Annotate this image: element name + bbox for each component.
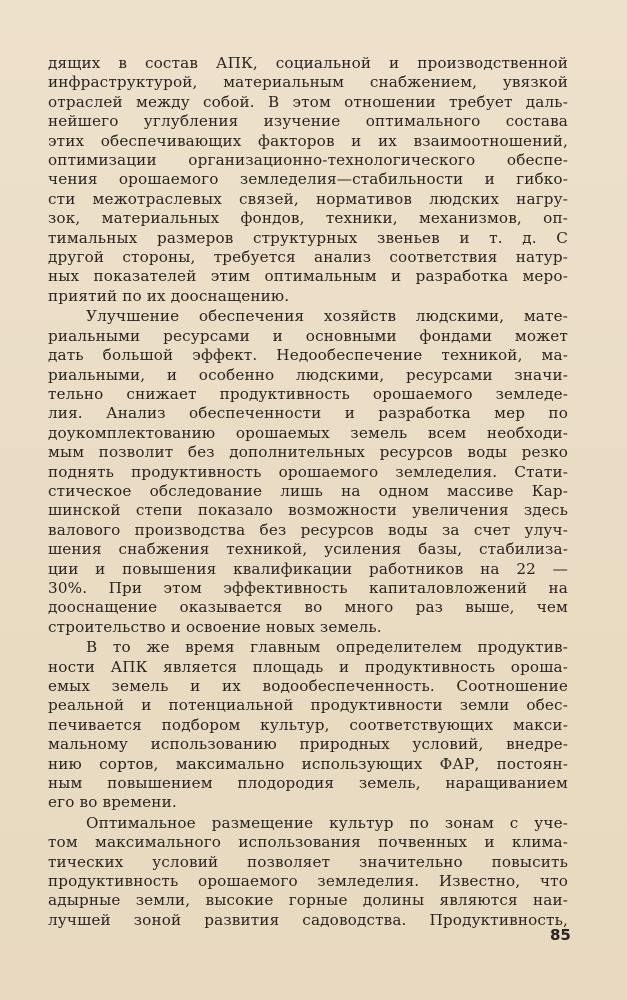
text-line: тимальных размеров структурных звеньев и т. д. С — [48, 228, 568, 247]
text-line: шения снабжения техникой, усиления базы, стабилиза- — [48, 540, 568, 559]
text-line: ности АПК является площадь и продуктивность ороша- — [48, 657, 568, 676]
paragraph-3 — [48, 638, 568, 813]
text-line: лия. Анализ обеспеченности и разработка мер по — [48, 404, 568, 423]
text-line: емых земель и их водообеспеченность. Соотношение — [48, 677, 568, 695]
text-line: адырные земли, высокие горные долины являются наи- — [48, 891, 568, 910]
paragraph-1 — [48, 54, 568, 306]
text-line: В то же время главным определителем продуктив- — [86, 638, 568, 657]
text-line: лучшей зоной развития садоводства. Продуктивность, — [48, 910, 568, 929]
text-line: дооснащение оказывается во много раз выше, чем — [48, 598, 568, 617]
text-line: стическое обследование лишь на одном массиве Кар- — [48, 481, 568, 500]
text-line: инфраструктурой, материальным снабжением, увязкой — [48, 73, 568, 92]
text-line: этих обеспечивающих факторов и их взаимоотношений, — [48, 131, 568, 150]
text-line: поднять продуктивность орошаемого земледелия. Стати- — [48, 462, 568, 481]
text-line: отраслей между собой. В этом отношении требует даль- — [48, 92, 568, 111]
paragraph-4 — [48, 814, 568, 930]
page-number: 85 — [550, 926, 571, 944]
text-line: 30%. При этом эффективность капиталовложений на — [48, 578, 568, 597]
text-line: доукомплектованию орошаемых земель всем необходи- — [48, 423, 568, 442]
text-line: реальной и потенциальной продуктивности земли обес- — [48, 696, 568, 715]
text-line: нейшего углубления изучение оптимального состава — [48, 112, 568, 131]
text-line: риальными, и особенно людскими, ресурсами значи- — [48, 365, 568, 384]
text-line: шинской степи показало возможности увеличения здесь — [48, 501, 568, 520]
text-line: печивается подбором культур, соответствующих макси- — [48, 715, 568, 734]
text-line: мым позволит без дополнительных ресурсов воды резко — [48, 443, 568, 462]
text-line: Оптимальное размещение культур по зонам с уче- — [86, 813, 568, 832]
text-line: чения орошаемого земледелия—стабильности и гибко- — [48, 170, 568, 189]
text-line: том максимального использования почвенных и клима- — [48, 833, 568, 852]
text-line: мальному использованию природных условий, внедре- — [48, 735, 568, 754]
text-line: его во времени. — [48, 793, 177, 812]
paragraph-2 — [48, 307, 568, 637]
body-text — [48, 54, 568, 930]
text-line: приятий по их дооснащению. — [48, 286, 290, 305]
text-line: валового производства без ресурсов воды за счет улуч- — [48, 520, 568, 539]
text-line: нию сортов, максимально использующих ФАР, постоян- — [48, 754, 568, 773]
text-line: ных показателей этим оптимальным и разработка меро- — [48, 267, 568, 286]
text-line: сти межотраслевых связей, нормативов людских нагру- — [48, 189, 568, 208]
text-line: ным повышением плодородия земель, наращиванием — [48, 774, 568, 793]
text-line: дать большой эффект. Недообеспечение техникой, ма- — [48, 346, 568, 365]
text-line: риальными ресурсами и основными фондами может — [48, 326, 568, 345]
text-line: зок, материальных фондов, техники, механизмов, оп- — [48, 209, 568, 228]
text-line: тельно снижает продуктивность орошаемого земледе- — [48, 384, 568, 403]
text-line: строительство и освоение новых земель. — [48, 617, 382, 636]
text-line: тических условий позволяет значительно повысить — [48, 852, 568, 871]
text-line: Улучшение обеспечения хозяйств людскими, мате- — [86, 307, 568, 326]
text-line: другой стороны, требуется анализ соответствия натур- — [48, 248, 568, 267]
text-line: ции и повышения квалификации работников на 22 — — [48, 559, 568, 578]
text-line: оптимизации организационно-технологического обеспе- — [48, 151, 568, 170]
text-line: продуктивность орошаемого земледелия. Известно, что — [48, 872, 568, 891]
text-line: дящих в состав АПК, социальной и производственной — [48, 54, 568, 72]
